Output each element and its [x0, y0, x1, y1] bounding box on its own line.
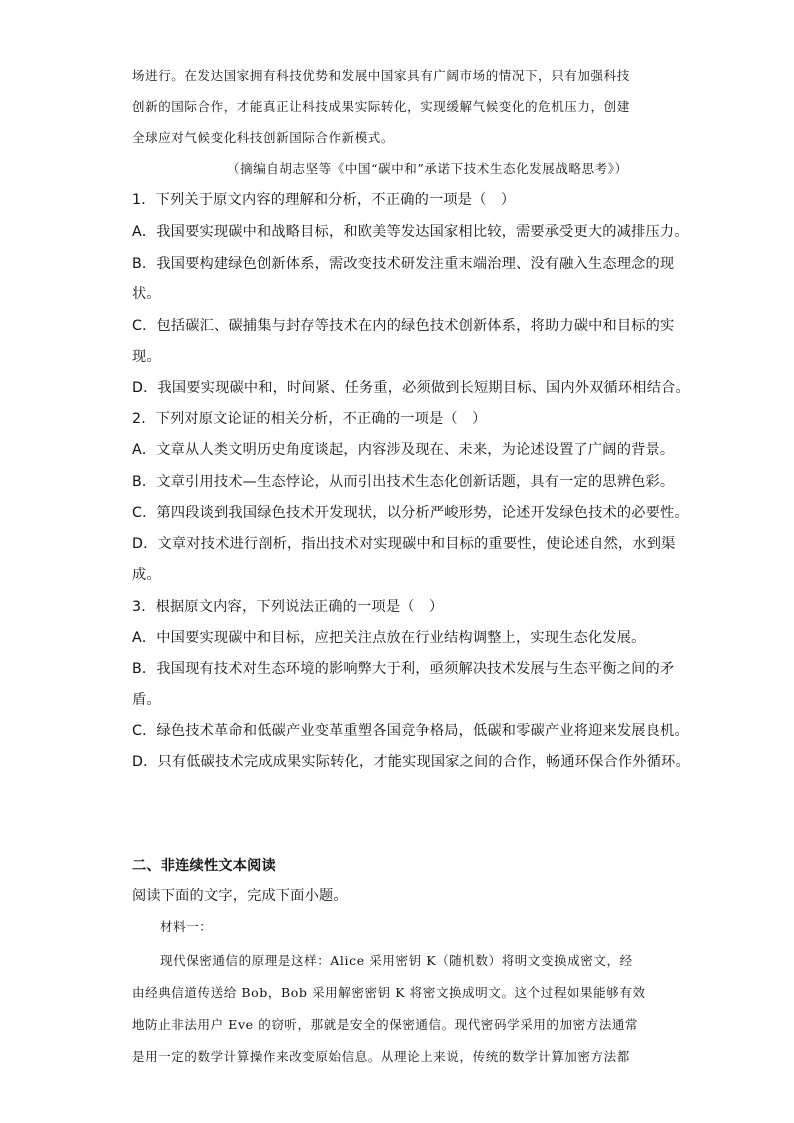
question-1-option-b-cont: 状。: [132, 286, 161, 302]
question-2-option-a: A．文章从人类文明历史角度谈起，内容涉及现在、未来，为论述设置了广阔的背景。: [132, 442, 675, 458]
passage-line: 全球应对气候变化科技创新国际合作新模式。: [132, 130, 395, 145]
question-2-option-d-cont: 成。: [132, 567, 161, 583]
material-label: 材料一：: [160, 919, 213, 934]
question-1-option-b: B．我国要构建绿色创新体系，需改变技术研发注重末端治理、没有融入生态理念的现: [132, 256, 675, 272]
question-2-stem: 2．下列对原文论证的相关分析，不正确的一项是（ ）: [132, 411, 487, 427]
section-instruction: 阅读下面的文字，完成下面小题。: [132, 888, 348, 904]
section-heading: 二、非连续性文本阅读: [132, 858, 276, 874]
source-note: （摘编自胡志坚等《中国“碳中和”承诺下技术生态化发展战略思考》）: [227, 161, 628, 176]
passage-line: 场进行。在发达国家拥有科技优势和发展中国家具有广阔市场的情况下，只有加强科技: [132, 68, 630, 83]
material-line: 地防止非法用户 Eve 的窃听，那就是安全的保密通信。现代密码学采用的加密方法通常: [132, 1017, 639, 1032]
question-2-option-b: B．文章引用技术—生态悖论，从而引出技术生态化创新话题，具有一定的思辨色彩。: [132, 474, 675, 490]
question-2-option-d: D．文章对技术进行剖析，指出技术对实现碳中和目标的重要性，使论述自然，水到渠: [132, 536, 676, 552]
passage-line: 创新的国际合作，才能真正让科技成果实际转化，实现缓解气候变化的危机压力，创建: [132, 99, 630, 114]
question-2-option-c: C．第四段谈到我国绿色技术开发现状，以分析严峻形势，论述开发绿色技术的必要性。: [132, 505, 689, 521]
question-3-stem: 3．根据原文内容，下列说法正确的一项是（ ）: [132, 599, 444, 615]
question-3-option-b-cont: 盾。: [132, 692, 161, 708]
material-line: 由经典信道传送给 Bob，Bob 采用解密密钥 K 将密文换成明文。这个过程如果能够有效: [132, 985, 646, 1000]
question-3-option-d: D．只有低碳技术完成成果实际转化，才能实现国家之间的合作，畅通环保合作外循环。: [132, 754, 690, 770]
question-3-option-a: A．中国要实现碳中和目标，应把关注点放在行业结构调整上，实现生态化发展。: [132, 630, 646, 646]
material-line: 现代保密通信的原理是这样：Alice 采用密钥 K（随机数）将明文变换成密文，经: [160, 953, 633, 968]
question-1-option-c-cont: 现。: [132, 349, 161, 365]
question-3-option-c: C．绿色技术革命和低碳产业变革重塑各国竞争格局，低碳和零碳产业将迎来发展良机。: [132, 723, 689, 739]
question-1-option-d: D．我国要实现碳中和，时间紧、任务重，必须做到长短期目标、国内外双循环相结合。: [132, 380, 690, 396]
material-line: 是用一定的数学计算操作来改变原始信息。从理论上来说，传统的数学计算加密方法都: [132, 1049, 630, 1064]
question-3-option-b: B．我国现有技术对生态环境的影响弊大于利，亟须解决技术发展与生态平衡之间的矛: [132, 661, 675, 677]
question-1-option-a: A．我国要实现碳中和战略目标，和欧美等发达国家相比较，需要承受更大的减排压力。: [132, 224, 689, 240]
question-1-stem: 1．下列关于原文内容的理解和分析，不正确的一项是（ ）: [132, 192, 516, 208]
question-1-option-c: C．包括碳汇、碳捕集与封存等技术在内的绿色技术创新体系，将助力碳中和目标的实: [132, 318, 675, 334]
